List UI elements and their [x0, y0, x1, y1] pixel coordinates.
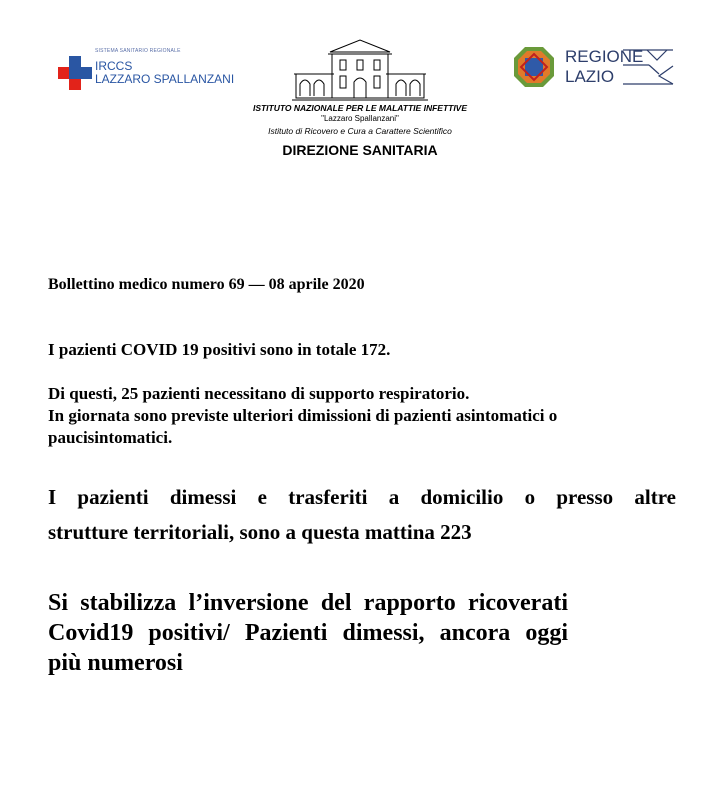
trend-paragraph — [48, 588, 568, 678]
logo-regione: REGIONE — [565, 47, 644, 66]
logo-line1: IRCCS — [95, 59, 133, 73]
discharged-line: strutture territoriali, sono a questa mattina 223 — [48, 520, 472, 544]
institute-name: ISTITUTO NAZIONALE PER LE MALATTIE INFETTIVE — [252, 103, 468, 113]
institute-dedication: "Lazzaro Spallanzani" — [321, 114, 399, 123]
discharged-line: I pazienti dimessi e trasferiti a domicilio o presso altre — [48, 485, 676, 509]
trend-line: più numerosi — [48, 650, 183, 676]
logo-lazio: LAZIO — [565, 67, 615, 86]
support-line: In giornata sono previste ulteriori dimissioni di pazienti asintomatici o — [48, 406, 558, 425]
regione-lazio-logo — [513, 44, 683, 94]
building-illustration — [292, 38, 428, 102]
trend-line: Si stabilizza l’inversione del rapporto ricoverati — [48, 590, 568, 616]
lazio-emblem-icon — [513, 46, 555, 88]
department-title: DIREZIONE SANITARIA — [282, 142, 438, 158]
trend-line: Covid19 positivi/ Pazienti dimessi, ancora oggi — [48, 620, 568, 646]
support-line: Di questi, 25 pazienti necessitano di supporto respiratorio. — [48, 384, 470, 403]
respiratory-support-paragraph — [48, 383, 688, 449]
bulletin-title: Bollettino medico numero 69 — 08 aprile 2020 — [48, 276, 365, 293]
total-positive-patients: I pazienti COVID 19 positivi sono in totale 172. — [48, 340, 391, 359]
lazio-lines-decoration — [623, 44, 683, 88]
logo-subtitle: SISTEMA SANITARIO REGIONALE — [95, 48, 181, 54]
logo-title — [95, 60, 234, 86]
logo-line2: LAZZARO SPALLANZANI — [95, 72, 235, 86]
support-line: paucisintomatici. — [48, 428, 173, 447]
institute-description: Istituto di Ricovero e Cura a Carattere Scientifico — [268, 126, 452, 136]
irccs-spallanzani-logo — [55, 40, 255, 100]
discharged-patients-paragraph — [48, 480, 676, 550]
